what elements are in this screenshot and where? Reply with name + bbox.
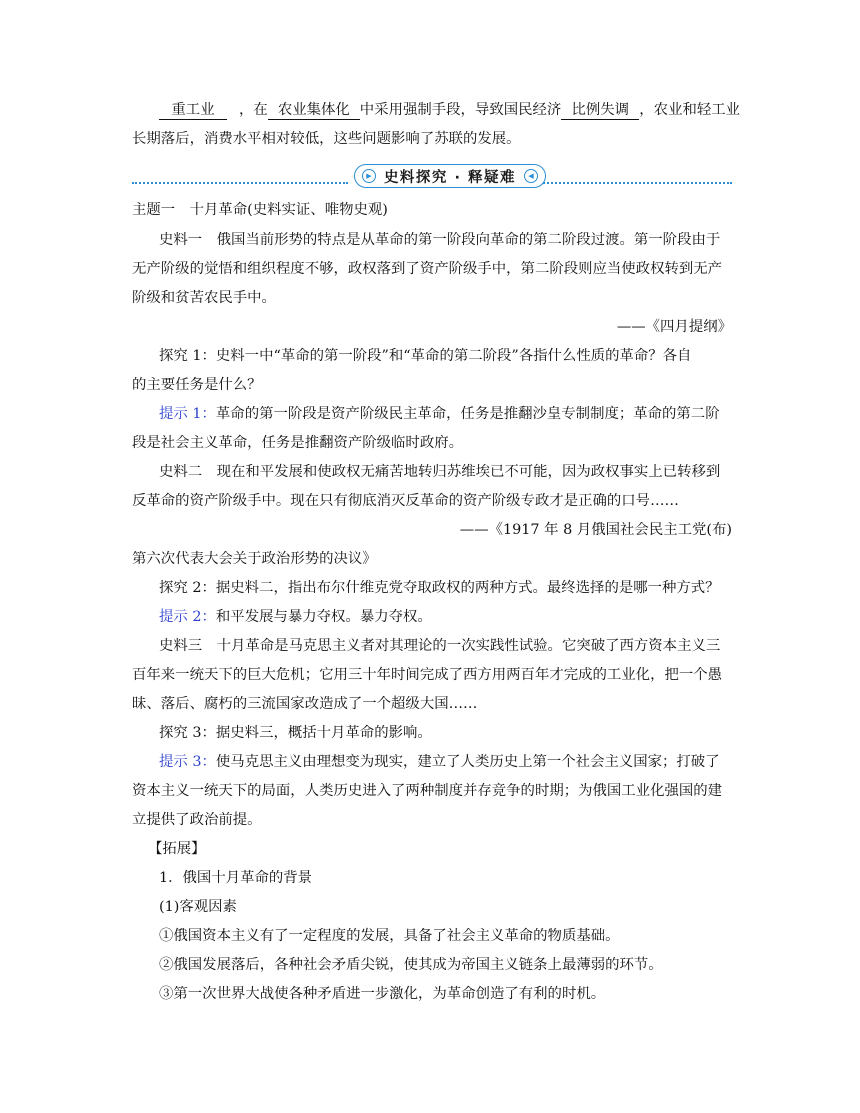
theme-heading: 主题一 十月革命(史料实证、唯物史观): [132, 202, 388, 218]
source3-line: 史料三 十月革命是马克思主义者对其理论的一次实践性试验。它突破了西方资本主义三: [159, 638, 721, 654]
source1-line: 阶级和贫苦农民手中。: [132, 290, 276, 306]
hint3-line: 资本主义一统天下的局面，人类历史进入了两种制度并存竞争的时期；为俄国工业化强国的建: [132, 783, 723, 799]
fill-blank-1: 重工业: [159, 101, 227, 120]
source3-line: 昧、落后、腐朽的三流国家改造成了一个超级大国……: [132, 696, 478, 712]
fill-blank-2: 农业集体化: [268, 101, 360, 120]
question1-line: 的主要任务是什么？: [132, 377, 262, 393]
hint2-line: [159, 607, 732, 627]
expand-point: ②俄国发展落后，各种社会矛盾尖锐，使其成为帝国主义链条上最薄弱的环节。: [159, 957, 663, 973]
source2-line: 史料二 现在和平发展和使政权无痛苦地转归苏维埃已不可能，因为政权事实上已转移到: [159, 464, 721, 480]
hint1-line: 段是社会主义革命，任务是推翻资产阶级临时政府。: [132, 435, 463, 451]
top-seg-3: ，农业和轻工业: [639, 102, 741, 118]
hint1-label: 提示 1：: [159, 406, 216, 422]
section-banner: [132, 160, 732, 190]
source3-line: 百年来一统天下的巨大危机；它用三十年时间完成了西方用两百年才完成的工业化，把一个愚: [132, 667, 723, 683]
expand-point: ③第一次世界大战使各种矛盾进一步激化，为革命创造了有利的时机。: [159, 986, 606, 1002]
fill-blank-3: 比例失调: [561, 101, 639, 120]
source2-citation: ——《1917 年 8 月俄国社会民主工党(布): [459, 522, 732, 538]
expand-heading: 【拓展】: [148, 841, 206, 857]
top-seg-1: ，在: [239, 102, 268, 118]
expand-sub-1: (1)客观因素: [159, 899, 237, 915]
hint3-text: 使马克思主义由理想变为现实，建立了人类历史上第一个社会主义国家；打破了: [215, 754, 720, 770]
play-circle-icon: ▶: [362, 169, 376, 183]
hint2-text: 和平发展与暴力夺权。暴力夺权。: [215, 609, 432, 625]
expand-item-1: 1．俄国十月革命的背景: [159, 870, 313, 886]
question3: 探究 3：据史料三，概括十月革命的影响。: [159, 725, 432, 741]
question1-line: 探究 1：史料一中“革命的第一阶段”和“革命的第二阶段”各指什么性质的革命？各自: [159, 348, 692, 364]
hint3-line: 立提供了政治前提。: [132, 812, 262, 828]
question2: 探究 2：据史料二，指出布尔什维克党夺取政权的两种方式。最终选择的是哪一种方式？: [159, 580, 720, 596]
top-line-2: 长期落后，消费水平相对较低，这些问题影响了苏联的发展。: [132, 131, 521, 147]
source1-line: 无产阶级的觉悟和组织程度不够，政权落到了资产阶级手中，第二阶段则应当使政权转到无产: [132, 261, 723, 277]
top-seg-2: 中采用强制手段，导致国民经济: [359, 102, 562, 118]
banner-title: 史料探究 · 释疑难: [383, 169, 517, 186]
source2-line: 反革命的资产阶级手中。现在只有彻底消灭反革命的资产阶级专政才是正确的口号……: [132, 493, 679, 509]
play-circle-reverse-icon: ◀: [524, 169, 538, 183]
banner-dotted-rule-right: [516, 182, 732, 184]
hint3-line: [159, 752, 732, 772]
hint1-text: 革命的第一阶段是资产阶级民主革命，任务是推翻沙皇专制制度；革命的第二阶: [215, 406, 720, 422]
source1-citation: ——《四月提纲》: [616, 319, 732, 335]
source1-line: 史料一 俄国当前形势的特点是从革命的第一阶段向革命的第二阶段过渡。第一阶段由于: [159, 232, 721, 248]
banner-dotted-rule-left: [132, 182, 348, 184]
top-line-1: [159, 100, 741, 120]
banner-pill: [354, 164, 546, 188]
hint1-line: [159, 404, 732, 424]
hint2-label: 提示 2：: [159, 609, 216, 625]
hint3-label: 提示 3：: [159, 754, 216, 770]
source2-citation-cont: 第六次代表大会关于政治形势的决议》: [132, 551, 377, 567]
expand-point: ①俄国资本主义有了一定程度的发展，具备了社会主义革命的物质基础。: [159, 928, 620, 944]
